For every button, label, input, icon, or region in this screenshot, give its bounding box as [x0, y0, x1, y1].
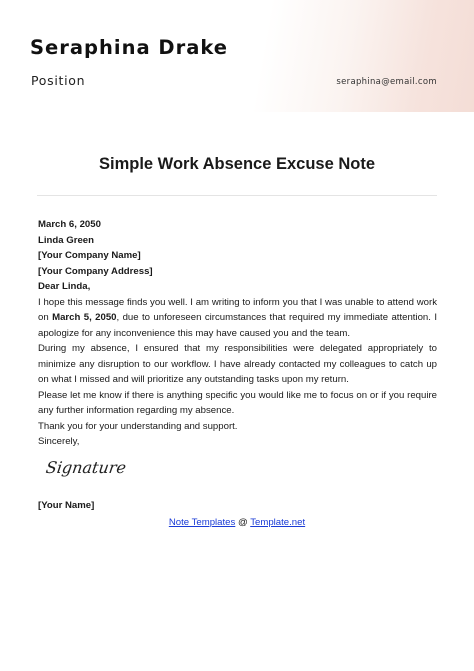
document-title: Simple Work Absence Excuse Note: [98, 155, 375, 173]
absence-date: March 5, 2050: [52, 312, 117, 323]
letter-date: March 6, 2050: [38, 219, 101, 230]
your-name-placeholder: [Your Name]: [38, 500, 95, 511]
salutation: Dear Linda,: [38, 281, 91, 292]
letter-body: [38, 217, 437, 450]
company-address: [Your Company Address]: [38, 265, 153, 277]
note-templates-link[interactable]: Note Templates: [168, 517, 236, 528]
company-name: [Your Company Name]: [38, 250, 141, 261]
title-divider: [37, 195, 437, 196]
sender-position: Position: [31, 73, 86, 88]
signature: Signature: [44, 458, 128, 477]
paragraph-4: Thank you for your understanding and support.: [38, 420, 238, 432]
letterhead: [0, 0, 474, 112]
template-net-link[interactable]: Template.net: [250, 517, 306, 528]
paragraph-1-end: , due to unforeseen circumstances that required my immediate attention. I apologize for any inconvenience this may have caused you and the team.: [38, 312, 437, 339]
footer-separator: @: [235, 517, 251, 528]
footer-credit: [0, 517, 474, 528]
paragraph-2: During my absence, I ensured that my responsibilities were delegated appropriately to minimize any disruption to our workflow. I have already contacted my colleagues to catch up on what I missed and will prioritize any outstanding tasks upon my return.: [38, 343, 437, 385]
sender-email: seraphina@email.com: [336, 77, 437, 87]
recipient-name: Linda Green: [38, 234, 94, 246]
closing: Sincerely,: [38, 436, 80, 447]
paragraph-1: [38, 295, 437, 342]
paragraph-1-start: I hope this message finds you well. I am writing to inform you that I was unable to attend work on: [38, 296, 437, 323]
sender-name: Seraphina Drake: [30, 36, 229, 59]
paragraph-3: Please let me know if there is anything specific you would like me to focus on or if you require any further information regarding my absence.: [38, 389, 437, 416]
